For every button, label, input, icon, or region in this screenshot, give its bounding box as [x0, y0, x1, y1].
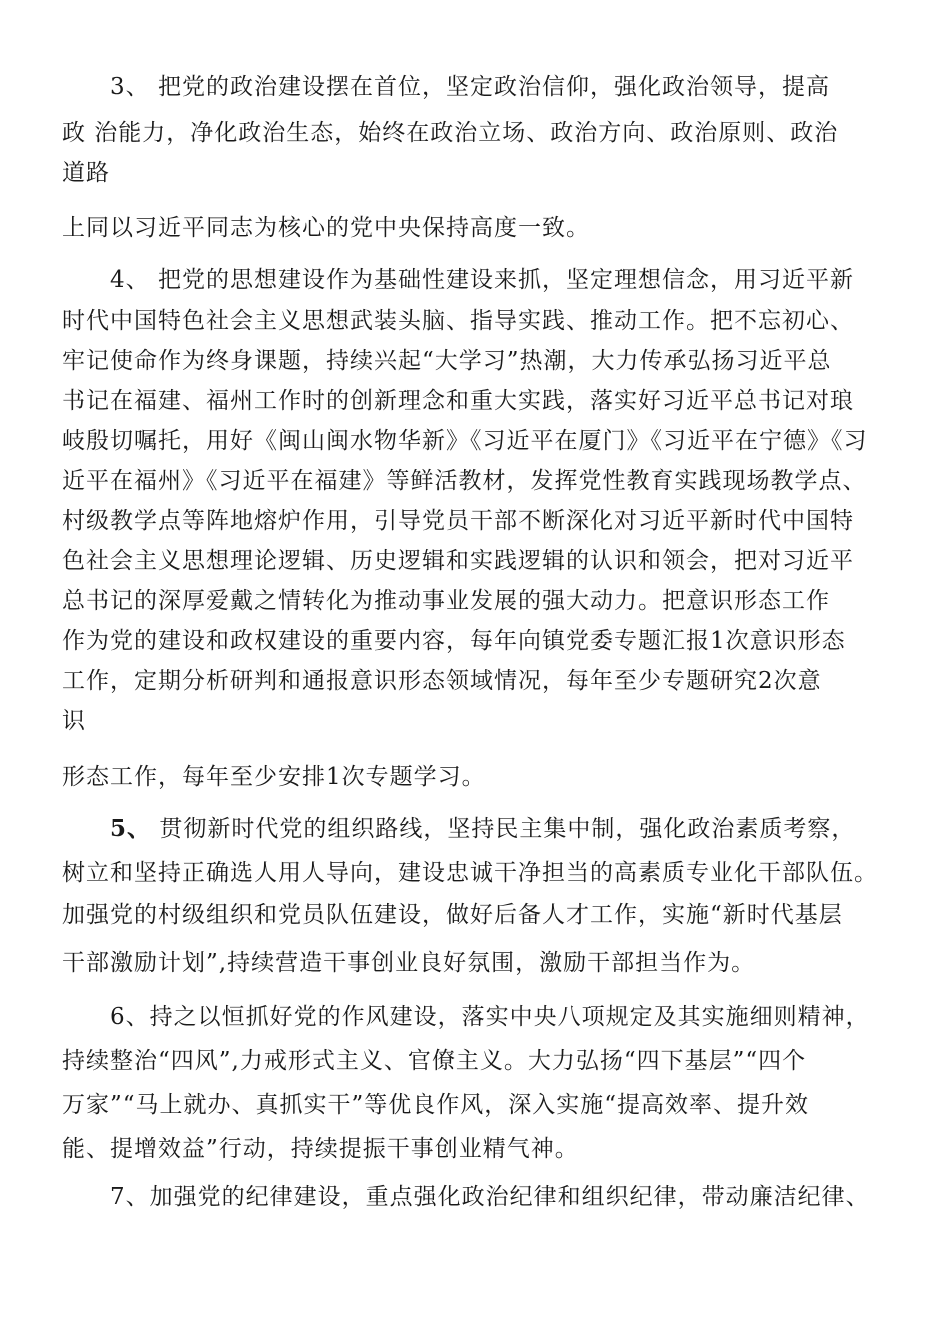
paragraph-4-line-2: 时代中国特色社会主义思想武装头脑、指导实践、推动工作。把不忘初心、: [62, 308, 854, 334]
paragraph-4-line-3: 牢记使命作为终身课题，持续兴起“大学习”热潮，大力传承弘扬习近平总: [62, 348, 832, 374]
paragraph-7-line-1: 7、加强党的纪律建设，重点强化政治纪律和组织纪律，带动廉洁纪律、: [110, 1184, 870, 1210]
paragraph-3-line-3: 道路: [62, 160, 110, 186]
paragraph-4-line-8: 色社会主义思想理论逻辑、历史逻辑和实践逻辑的认识和领会，把对习近平: [62, 548, 854, 574]
paragraph-4-line-10: 作为党的建设和政权建设的重要内容，每年向镇党委专题汇报1次意识形态: [62, 628, 846, 654]
paragraph-5-line-2: 树立和坚持正确选人用人导向，建设忠诚干净担当的高素质专业化干部队伍。: [62, 860, 878, 886]
paragraph-6-line-1: 6、持之以恒抓好党的作风建设，落实中央八项规定及其实施细则精神，: [110, 1004, 870, 1030]
paragraph-4-line-1: 4、 把党的思想建设作为基础性建设来抓，坚定理想信念，用习近平新: [110, 267, 854, 293]
paragraph-5-line-3: 加强党的村级组织和党员队伍建设，做好后备人才工作，实施“新时代基层: [62, 902, 843, 928]
paragraph-3-line-4: 上同以习近平同志为核心的党中央保持高度一致。: [62, 215, 590, 241]
paragraph-4-line-6: 近平在福州》《习近平在福建》等鲜活教材，发挥党性教育实践现场教学点、: [62, 468, 867, 494]
paragraph-6-line-4: 能、提增效益”行动，持续提振干事创业精气神。: [62, 1136, 579, 1162]
paragraph-4-line-11: 工作，定期分析研判和通报意识形态领域情况，每年至少专题研究2次意: [62, 668, 822, 694]
paragraph-6-line-3: 万家”“马上就办、真抓实干”等优良作风，深入实施“提高效率、提升效: [62, 1092, 810, 1118]
paragraph-4-line-5: 岐殷切嘱托，用好《闽山闽水物华新》《习近平在厦门》《习近平在宁德》《习: [62, 428, 868, 454]
paragraph-4-line-9: 总书记的深厚爱戴之情转化为推动事业发展的强大动力。把意识形态工作: [62, 588, 830, 614]
paragraph-4-line-12: 识: [62, 708, 86, 734]
paragraph-5-number: 5、: [110, 815, 152, 842]
paragraph-3-line-2: 政 治能力，净化政治生态，始终在政治立场、政治方向、政治原则、政治: [62, 120, 839, 146]
paragraph-4-line-13: 形态工作，每年至少安排1次专题学习。: [62, 764, 486, 790]
paragraph-6-line-2: 持续整治“四风”,力戒形式主义、官僚主义。大力弘扬“四下基层”“四个: [62, 1048, 807, 1074]
paragraph-3-line-1: 3、 把党的政治建设摆在首位，坚定政治信仰，强化政治领导，提高: [110, 74, 830, 100]
paragraph-4-line-7: 村级教学点等阵地熔炉作用，引导党员干部不断深化对习近平新时代中国特: [62, 508, 854, 534]
paragraph-5-line-1-text: 贯彻新时代党的组织路线，坚持民主集中制，强化政治素质考察，: [151, 816, 856, 842]
paragraph-4-line-4: 书记在福建、福州工作时的创新理念和重大实践，落实好习近平总书记对琅: [62, 388, 854, 414]
paragraph-5-line-1: [110, 814, 940, 844]
paragraph-5-line-4: 干部激励计划”,持续营造干事创业良好氛围，激励干部担当作为。: [62, 950, 756, 976]
